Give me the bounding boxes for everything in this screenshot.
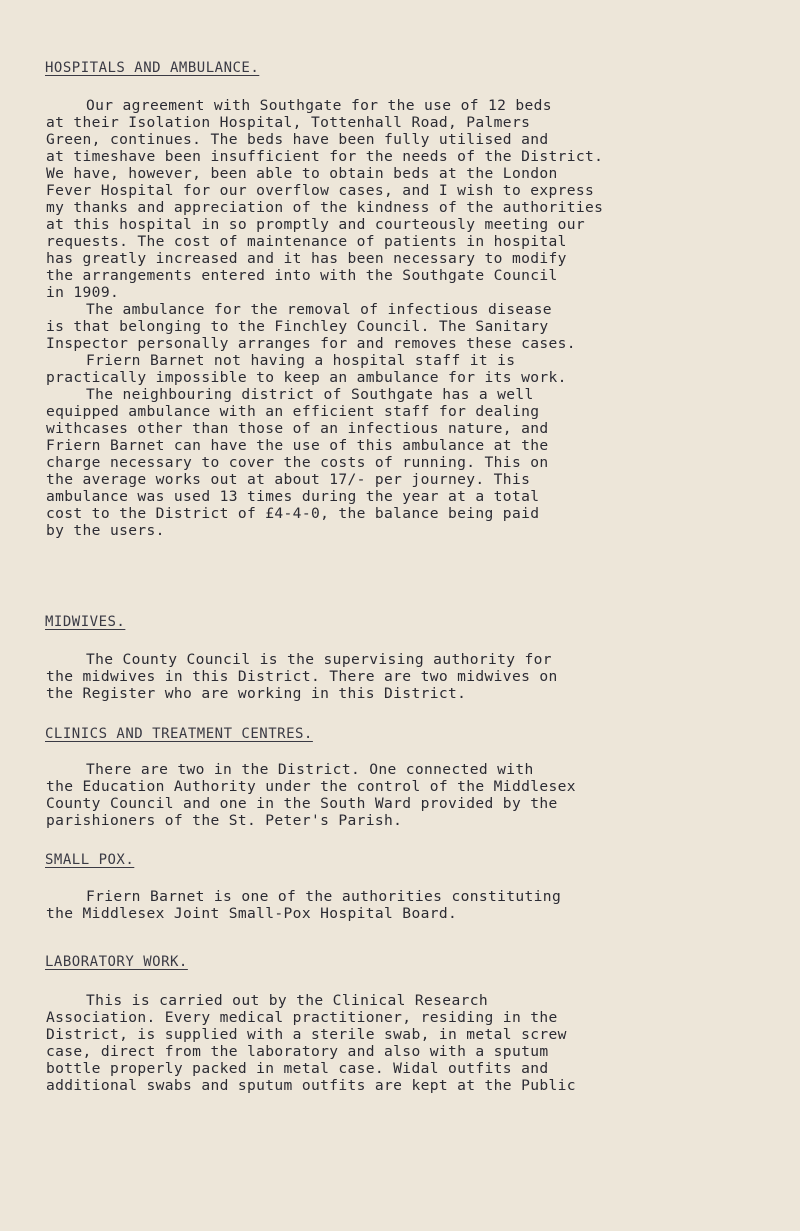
section-heading-midwives: MIDWIVES. [45,614,126,630]
text-line: Association. Every medical practitioner, residing in the [46,1009,558,1026]
text-line: equipped ambulance with an efficient staff for dealing [46,403,540,420]
text-line: at timeshave been insufficient for the needs of the District. [46,148,604,165]
text-line: We have, however, been able to obtain beds at the London [46,165,558,182]
text-line: withcases other than those of an infectious nature, and [46,420,549,437]
text-line: Our agreement with Southgate for the use of 12 beds [86,97,552,114]
text-line: has greatly increased and it has been necessary to modify [46,250,567,267]
text-line: Inspector personally arranges for and removes these cases. [46,335,576,352]
text-line: by the users. [46,522,165,539]
text-line: the midwives in this District. There are two midwives on [46,668,558,685]
text-line: The ambulance for the removal of infectious disease [86,301,552,318]
text-line: the Education Authority under the control of the Middlesex [46,778,576,795]
text-line: case, direct from the laboratory and also with a sputum [46,1043,549,1060]
text-line: parishioners of the St. Peter's Parish. [46,812,403,829]
section-heading-small-pox: SMALL POX. [45,852,135,868]
text-line: at their Isolation Hospital, Tottenhall Road, Palmers [46,114,531,131]
text-line: The neighbouring district of Southgate has a well [86,386,534,403]
text-line: the arrangements entered into with the Southgate Council [46,267,558,284]
text-line: cost to the District of £4-4-0, the balance being paid [46,505,540,522]
text-line: Fever Hospital for our overflow cases, and I wish to express [46,182,595,199]
text-line: This is carried out by the Clinical Research [86,992,488,1009]
text-line: Green, continues. The beds have been fully utilised and [46,131,549,148]
text-line: the Register who are working in this District. [46,685,467,702]
text-line: at this hospital in so promptly and courteously meeting our [46,216,586,233]
text-line: the Middlesex Joint Small-Pox Hospital Board. [46,905,458,922]
text-line: additional swabs and sputum outfits are kept at the Public [46,1077,576,1094]
text-line: practically impossible to keep an ambulance for its work. [46,369,567,386]
text-line: County Council and one in the South Ward provided by the [46,795,558,812]
text-line: Friern Barnet can have the use of this ambulance at the [46,437,549,454]
text-line: The County Council is the supervising authority for [86,651,552,668]
text-line: the average works out at about 17/- per journey. This [46,471,531,488]
text-line: in 1909. [46,284,120,301]
text-line: Friern Barnet not having a hospital staff it is [86,352,516,369]
section-heading-clinics: CLINICS AND TREATMENT CENTRES. [45,726,313,742]
text-line: my thanks and appreciation of the kindness of the authorities [46,199,604,216]
text-line: There are two in the District. One connected with [86,761,534,778]
section-heading-laboratory: LABORATORY WORK. [45,954,188,970]
text-line: Friern Barnet is one of the authorities constituting [86,888,562,905]
text-line: requests. The cost of maintenance of patients in hospital [46,233,567,250]
text-line: bottle properly packed in metal case. Widal outfits and [46,1060,549,1077]
text-line: is that belonging to the Finchley Council. The Sanitary [46,318,549,335]
text-line: ambulance was used 13 times during the year at a total [46,488,540,505]
section-heading-hospitals: HOSPITALS AND AMBULANCE. [45,60,260,76]
text-line: District, is supplied with a sterile swab, in metal screw [46,1026,567,1043]
text-line: charge necessary to cover the costs of running. This on [46,454,549,471]
